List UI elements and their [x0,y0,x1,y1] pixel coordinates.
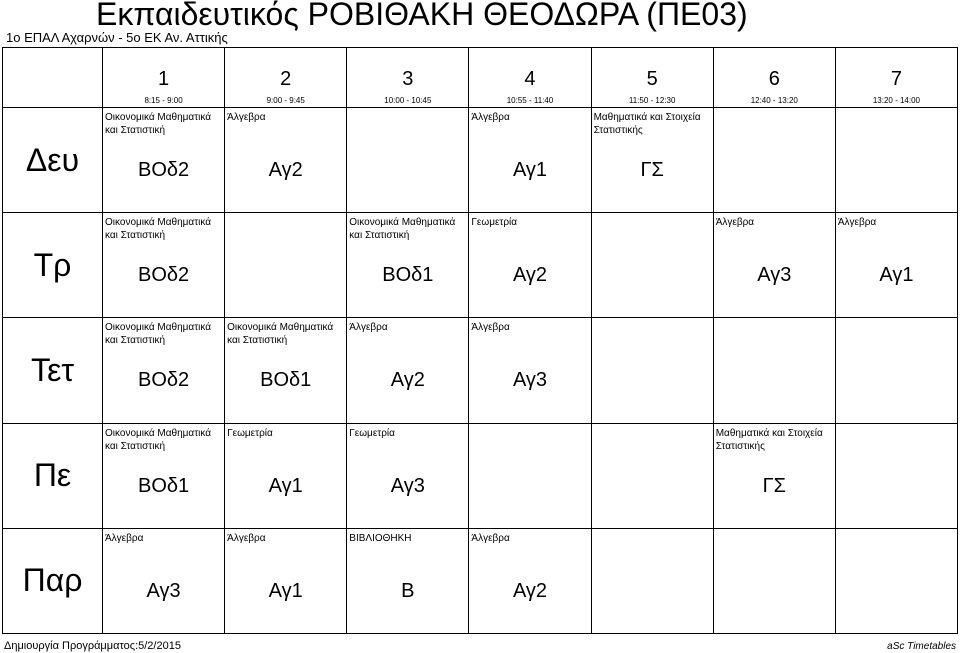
lesson-subject: Άλγεβρα [471,322,510,334]
day-cell [3,528,103,633]
lesson-cell [347,528,469,633]
day-name: Τετ [31,352,74,389]
period-time: 13:20 - 14:00 [872,96,920,105]
lesson-cell [835,108,957,213]
day-name: Πε [33,457,72,494]
lesson-cell [591,318,713,423]
lesson-cell [347,423,469,528]
lesson-subject: Άλγεβρα [715,217,755,229]
lesson-subject: Γεωμετρία [227,427,273,439]
lesson-cell [713,213,835,318]
lesson-cell [469,528,591,633]
lesson-class: Αγ2 [390,369,425,392]
lesson-class: Αγ3 [146,579,181,602]
lesson-subject: ΒΙΒΛΙΟΘΗΚΗ [349,532,412,544]
lesson-cell [225,318,347,423]
lesson-cell [225,213,347,318]
period-time: 10:00 - 10:45 [384,96,432,105]
lesson-class: Αγ3 [757,264,792,287]
lesson-subject: Άλγεβρα [837,217,877,229]
period-number: 7 [890,68,902,90]
lesson-class: Αγ1 [268,474,303,497]
day-cell [3,108,103,213]
period-number: 3 [402,68,414,90]
lesson-subject: Άλγεβρα [349,322,388,334]
day-cell [3,423,103,528]
period-time: 12:40 - 13:20 [750,96,798,105]
lesson-cell [103,108,225,213]
lesson-class: Αγ2 [268,159,303,182]
period-time: 8:15 - 9:00 [144,96,183,105]
corner-cell [3,48,103,108]
lesson-cell [835,528,957,633]
period-number: 5 [646,68,658,90]
school-name: 1ο ΕΠΑΛ Αχαρνών - 5ο ΕΚ Αν. Αττικής [6,30,228,45]
lesson-cell [591,108,713,213]
period-header [591,48,713,108]
day-row [3,318,958,423]
lesson-class: Β [401,579,415,602]
lesson-subject: Άλγεβρα [471,112,510,124]
lesson-class: ΒΟδ1 [382,264,434,287]
lesson-cell [469,423,591,528]
lesson-cell [103,528,225,633]
period-number: 2 [280,68,292,90]
lesson-cell [469,213,591,318]
day-name: Τρ [33,246,72,283]
lesson-subject: Οικονομικά Μαθηματικά και Στατιστική [227,322,334,347]
lesson-class: ΓΣ [762,474,786,497]
lesson-cell [713,528,835,633]
period-number: 1 [158,68,170,90]
creation-date: Δημιουργία Προγράμματος:5/2/2015 [4,640,181,652]
day-row [3,528,958,633]
day-row [3,213,958,318]
lesson-class: Αγ2 [512,264,548,287]
lesson-cell [347,108,469,213]
lesson-subject: Οικονομικά Μαθηματικά και Στατιστική [105,427,212,452]
lesson-subject: Άλγεβρα [471,532,510,544]
lesson-cell [225,528,347,633]
page-title: Εκπαιδευτικός ΡΟΒΙΘΑΚΗ ΘΕΟΔΩΡΑ (ΠΕ03) [96,0,748,32]
lesson-class: Αγ3 [390,474,425,497]
period-header [469,48,591,108]
period-time: 9:00 - 9:45 [266,96,305,105]
lesson-class: Αγ1 [512,159,548,182]
lesson-subject: Γεωμετρία [471,217,518,229]
period-header [713,48,835,108]
day-name: Δευ [25,141,80,178]
lesson-class: Αγ2 [512,579,548,602]
lesson-cell [469,108,591,213]
lesson-subject: Μαθηματικά και Στοιχεία Στατιστικής [715,427,823,452]
day-name: Παρ [22,562,83,599]
lesson-cell [591,423,713,528]
lesson-class: ΒΟδ2 [137,159,190,182]
lesson-subject: Οικονομικά Μαθηματικά και Στατιστική [105,322,212,347]
lesson-cell [713,423,835,528]
lesson-cell [835,423,957,528]
lesson-cell [347,213,469,318]
day-row [3,423,958,528]
period-header [225,48,347,108]
lesson-subject: Άλγεβρα [227,532,266,544]
period-time: 10:55 - 11:40 [506,96,554,105]
lesson-subject: Άλγεβρα [227,112,266,124]
lesson-cell [103,318,225,423]
lesson-cell [225,423,347,528]
period-header-row [3,48,958,108]
lesson-class: ΓΣ [640,159,664,182]
lesson-subject: Οικονομικά Μαθηματικά και Στατιστική [105,112,212,137]
lesson-cell [835,318,957,423]
lesson-cell [347,318,469,423]
lesson-cell [591,213,713,318]
period-header [835,48,957,108]
lesson-cell [713,108,835,213]
period-header [103,48,225,108]
lesson-cell [591,528,713,633]
lesson-class: Αγ3 [512,369,548,392]
lesson-subject: Γεωμετρία [349,427,395,439]
lesson-cell [713,318,835,423]
lesson-class: ΒΟδ2 [137,264,190,287]
period-number: 4 [524,68,536,90]
lesson-subject: Οικονομικά Μαθηματικά και Στατιστική [105,217,212,242]
lesson-cell [835,213,957,318]
lesson-cell [103,213,225,318]
period-number: 6 [768,68,780,90]
day-cell [3,318,103,423]
lesson-subject: Μαθηματικά και Στοιχεία Στατιστικής [593,112,701,137]
lesson-class: Αγ1 [879,264,914,287]
lesson-class: Αγ1 [268,579,303,602]
day-row [3,108,958,213]
brand-label: aSc Timetables [887,641,956,652]
period-time: 11:50 - 12:30 [628,96,676,105]
lesson-class: ΒΟδ1 [260,369,312,392]
lesson-class: ΒΟδ2 [137,369,190,392]
timetable [2,47,958,634]
lesson-cell [469,318,591,423]
lesson-class: ΒΟδ1 [137,474,190,497]
day-cell [3,213,103,318]
lesson-cell [225,108,347,213]
lesson-subject: Άλγεβρα [105,532,144,544]
lesson-subject: Οικονομικά Μαθηματικά και Στατιστική [349,217,456,242]
period-header [347,48,469,108]
lesson-cell [103,423,225,528]
